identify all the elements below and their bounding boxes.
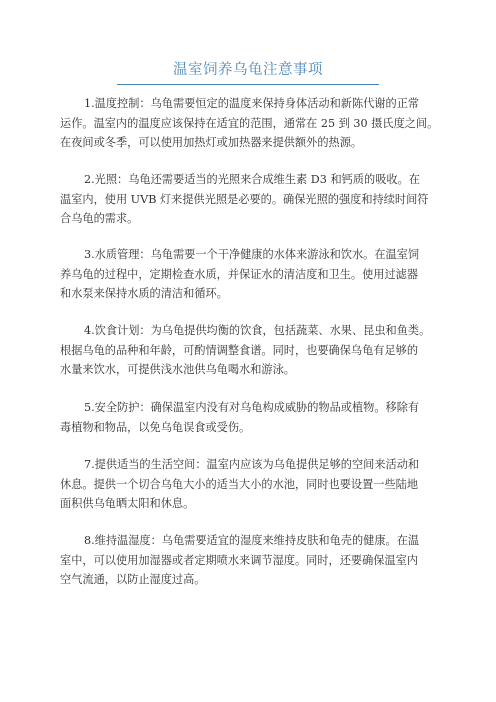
title-underline <box>117 84 379 85</box>
paragraph-line: 养乌龟的过程中，定期检查水质，并保证水的清洁度和卫生。使用过滤器 <box>60 267 419 281</box>
paragraph-line: 运作。温室内的温度应该保持在适宜的范围，通常在 25 到 30 摄氏度之间。 <box>60 116 439 130</box>
paragraph-line: 根据乌龟的品种和年龄，可酌情调整食谱。同时，也要确保乌龟有足够的 <box>60 343 419 357</box>
paragraph-line: 毒植物和物品，以免乌龟误食或受伤。 <box>60 420 251 434</box>
paragraph-water-quality <box>60 245 419 304</box>
paragraph-line: 和水泵来保持水质的清洁和循环。 <box>60 287 228 300</box>
paragraph-safety <box>60 398 419 437</box>
paragraph-line: 温室内，使用 UVB 灯来提供光照是必要的。确保光照的强度和持续时间符 <box>60 192 429 206</box>
paragraph-humidity <box>60 531 419 590</box>
paragraph-lighting <box>60 170 428 229</box>
paragraph-diet-plan <box>60 321 430 380</box>
page-title: 温室饲养乌龟注意事项 <box>173 62 323 78</box>
paragraph-line: 水量来饮水，可提供浅水池供乌龟喝水和游泳。 <box>60 363 295 376</box>
paragraph-line: 5.安全防护：确保温室内没有对乌龟构成威胁的物品或植物。移除有 <box>84 401 420 414</box>
paragraph-line: 合乌龟的需求。 <box>60 212 139 225</box>
paragraph-line: 2.光照：乌龟还需要适当的光照来合成维生素 D3 和钙质的吸收。在 <box>84 173 420 186</box>
paragraph-temperature-control <box>60 94 438 153</box>
paragraph-line: 在夜间或冬季，可以使用加热灯或加热器来提供额外的热源。 <box>60 136 363 149</box>
paragraph-line: 4.饮食计划：为乌龟提供均衡的饮食，包括蔬菜、水果、昆虫和鱼类。 <box>84 324 431 337</box>
paragraph-line: 3.水质管理：乌龟需要一个干净健康的水体来游泳和饮水。在温室饲 <box>84 248 420 261</box>
paragraph-line: 空气流通，以防止湿度过高。 <box>60 573 206 586</box>
paragraph-living-space <box>60 455 419 514</box>
paragraph-line: 休息。提供一个切合乌龟大小的适当大小的水池，同时也要设置一些陆地 <box>60 477 419 491</box>
paragraph-line: 7.提供适当的生活空间：温室内应该为乌龟提供足够的空间来活动和 <box>84 458 420 471</box>
paragraph-line: 面积供乌龟晒太阳和休息。 <box>60 497 195 510</box>
paragraph-line: 8.维持温湿度：乌龟需要适宜的湿度来维持皮肤和龟壳的健康。在温 <box>84 534 420 547</box>
paragraph-line: 1.温度控制：乌龟需要恒定的温度来保持身体活动和新陈代谢的正常 <box>84 97 420 110</box>
paragraph-line: 室中，可以使用加湿器或者定期喷水来调节湿度。同时，还要确保温室内 <box>60 553 419 567</box>
